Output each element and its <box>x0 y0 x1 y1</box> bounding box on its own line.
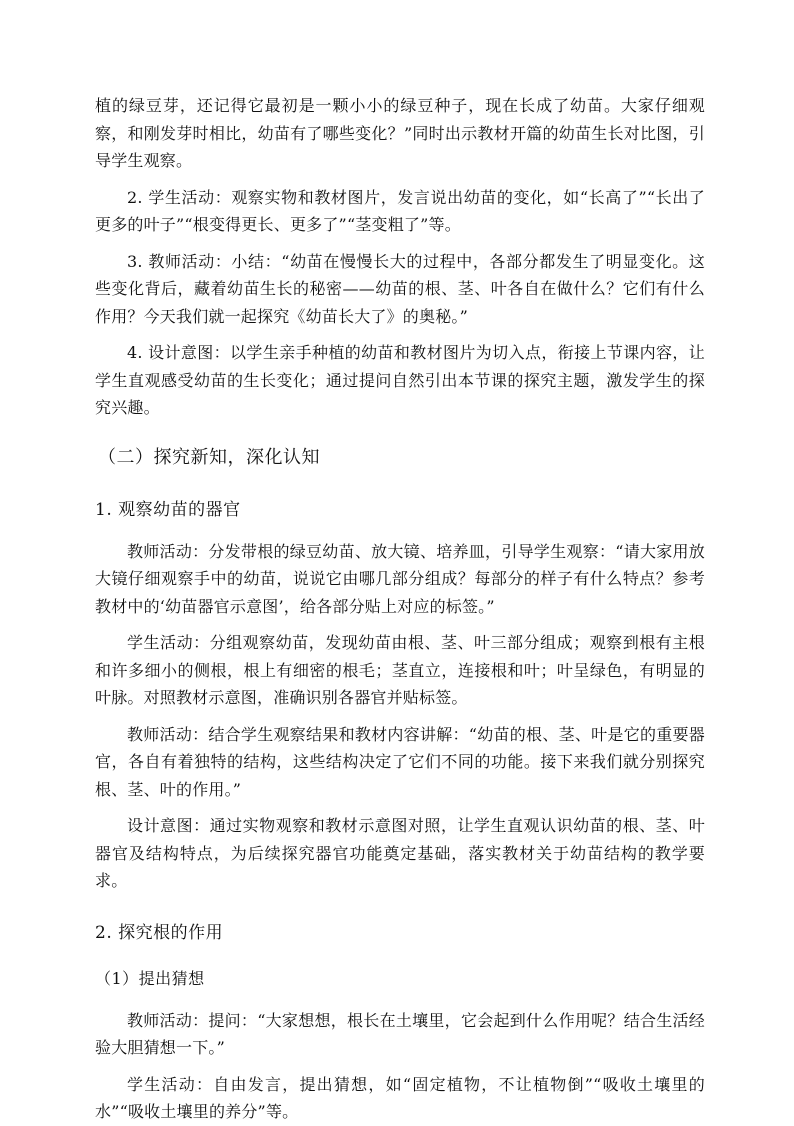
intro-paragraph-continued: 植的绿豆芽，还记得它最初是一颗小小的绿豆种子，现在长成了幼苗。大家仔细观察，和刚发芽时相比，幼苗有了哪些变化？”同时出示教材开篇的幼苗生长对比图，引导学生观察。 <box>95 96 705 170</box>
hypothesis-teacher-activity: 教师活动：提问：“大家想想，根长在土壤里，它会起到什么作用呢？结合生活经验大胆猜想一下。” <box>95 1010 705 1057</box>
observe-teacher-explanation: 教师活动：结合学生观察结果和教材内容讲解：“幼苗的根、茎、叶是它的重要器官，各自有着独特的结构，这些结构决定了它们不同的功能。接下来我们就分别探究根、茎、叶的作用。” <box>95 724 705 799</box>
observe-teacher-activity: 教师活动：分发带根的绿豆幼苗、放大镜、培养皿，引导学生观察：“请大家用放大镜仔细观察手中的幼苗，说说它由哪几部分组成？每部分的样子有什么特点？参考教材中的‘幼苗器官示意图’，给各部分贴上对应的标签。” <box>95 541 705 616</box>
document-page <box>95 92 705 1126</box>
observe-student-activity: 学生活动：分组观察幼苗，发现幼苗由根、茎、叶三部分组成；观察到根有主根和许多细小的侧根，根上有细密的根毛；茎直立，连接根和叶；叶呈绿色，有明显的叶脉。对照教材示意图，准确识别各器官并贴标签。 <box>95 633 705 707</box>
observe-design-intent: 设计意图：通过实物观察和教材示意图对照，让学生直观认识幼苗的根、茎、叶器官及结构特点，为后续探究器官功能奠定基础，落实教材关于幼苗结构的教学要求。 <box>95 816 705 890</box>
subsection-heading-observe-organs: 1. 观察幼苗的器官 <box>95 499 241 520</box>
intro-step-4-paragraph: 4. 设计意图：以学生亲手种植的幼苗和教材图片为切入点，衔接上节课内容，让学生直观感受幼苗的生长变化；通过提问自然引出本节课的探究主题，激发学生的探究兴趣。 <box>95 343 705 417</box>
subsection-heading-root-function: 2. 探究根的作用 <box>95 922 224 943</box>
intro-step-3-paragraph: 3. 教师活动：小结：“幼苗在慢慢长大的过程中，各部分都发生了明显变化。这些变化背后，藏着幼苗生长的秘密——幼苗的根、茎、叶各自在做什么？它们有什么作用？今天我们就一起探究《幼苗长大了》的奥秘。” <box>95 251 705 326</box>
intro-step-2-paragraph: 2. 学生活动：观察实物和教材图片，发言说出幼苗的变化，如“长高了”“长出了更多的叶子”“根变得更长、更多了”“茎变粗了”等。 <box>95 187 705 234</box>
hypothesis-student-activity: 学生活动：自由发言，提出猜想，如“固定植物，不让植物倒”“吸收土壤里的水”“吸收土壤里的养分”等。 <box>95 1074 705 1121</box>
section-heading: （二）探究新知，深化认知 <box>98 446 320 468</box>
step-heading-hypothesis: （1）提出猜想 <box>95 968 205 988</box>
